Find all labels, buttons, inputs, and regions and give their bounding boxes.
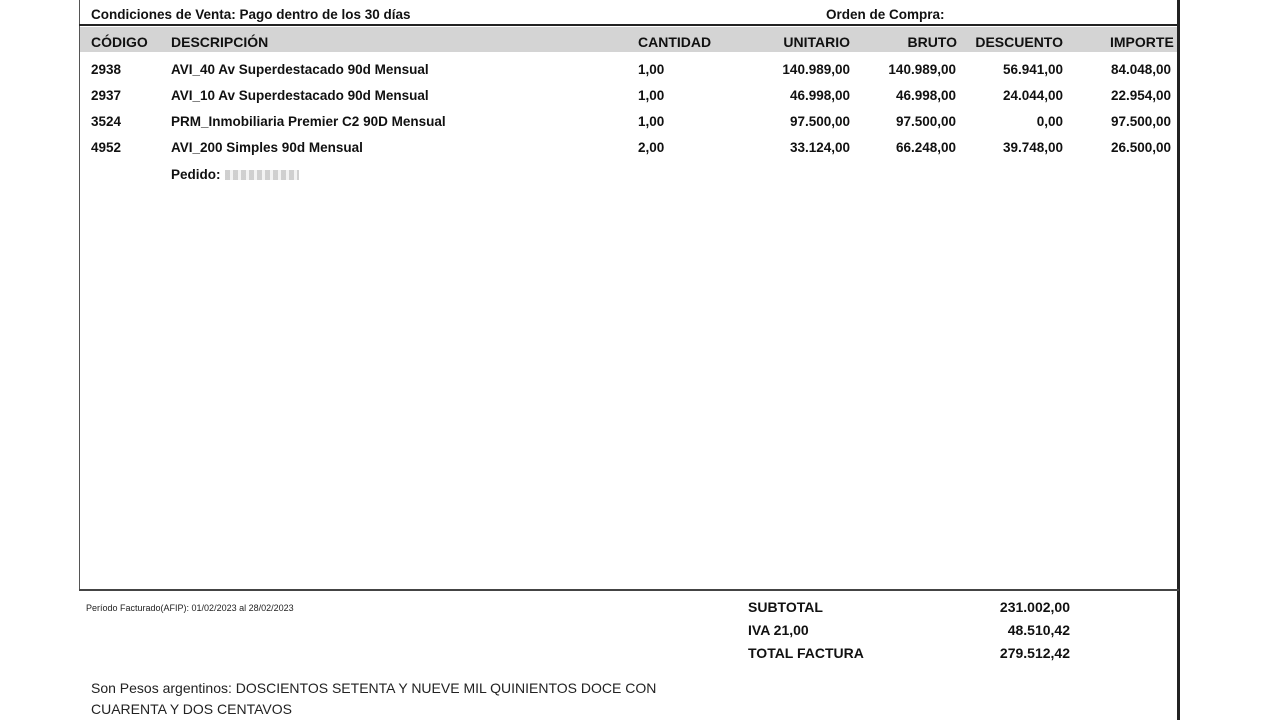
cell-amount: 84.048,00 [1111,62,1172,77]
footer-divider [79,589,1179,591]
billing-period: Período Facturado(AFIP): 01/02/2023 al 28/02/2023 [86,603,294,613]
cell-unit-price: 33.124,00 [789,140,850,155]
subtotal-label: SUBTOTAL [748,599,823,615]
column-header-amount: IMPORTE [1110,34,1174,50]
cell-amount: 22.954,00 [1111,88,1172,103]
cell-unit-price: 97.500,00 [789,114,850,129]
cell-code: 2937 [91,88,122,103]
cell-quantity: 2,00 [638,140,665,155]
subtotal-value: 231.002,00 [999,599,1070,615]
cell-gross: 140.989,00 [888,62,956,77]
cell-unit-price: 46.998,00 [789,88,850,103]
cell-discount: 39.748,00 [1002,140,1063,155]
amount-in-words-line: Son Pesos argentinos: DOSCIENTOS SETENTA Y NUEVE MIL QUINIENTOS DOCE CON [91,680,657,696]
cell-gross: 46.998,00 [895,88,956,103]
cell-description: AVI_40 Av Superdestacado 90d Mensual [171,62,429,77]
column-header-unit-price: UNITARIO [783,34,850,50]
amount-in-words [91,678,731,720]
iva-value: 48.510,42 [1007,622,1070,638]
column-header-description: DESCRIPCIÓN [171,34,269,50]
column-header-discount: DESCUENTO [975,34,1063,50]
cell-quantity: 1,00 [638,88,665,103]
cell-code: 2938 [91,62,122,77]
redacted-order-number [225,170,299,180]
conditions-divider [79,24,1179,26]
cell-gross: 66.248,00 [895,140,956,155]
cell-gross: 97.500,00 [895,114,956,129]
cell-description: PRM_Inmobiliaria Premier C2 90D Mensual [171,114,446,129]
column-header-code: CÓDIGO [91,34,148,50]
cell-description: AVI_10 Av Superdestacado 90d Mensual [171,88,429,103]
column-header-quantity: CANTIDAD [638,34,712,50]
frame-left-border [79,0,80,590]
cell-discount: 24.044,00 [1002,88,1063,103]
purchase-order-label: Orden de Compra: [826,7,945,22]
cell-amount: 26.500,00 [1111,140,1172,155]
cell-description: AVI_200 Simples 90d Mensual [171,140,363,155]
cell-code: 3524 [91,114,122,129]
invoice-total-value: 279.512,42 [999,645,1070,661]
cell-discount: 0,00 [1036,114,1063,129]
cell-discount: 56.941,00 [1002,62,1063,77]
frame-right-border [1177,0,1180,720]
column-header-gross: BRUTO [907,34,957,50]
cell-unit-price: 140.989,00 [782,62,850,77]
cell-amount: 97.500,00 [1111,114,1172,129]
amount-in-words-line: CUARENTA Y DOS CENTAVOS [91,701,292,717]
order-label: Pedido: [171,167,221,182]
order-reference [171,167,299,182]
cell-quantity: 1,00 [638,62,665,77]
invoice-total-label: TOTAL FACTURA [748,645,864,661]
sale-conditions: Condiciones de Venta: Pago dentro de los 30 días [91,7,411,22]
iva-label: IVA 21,00 [748,622,809,638]
cell-quantity: 1,00 [638,114,665,129]
cell-code: 4952 [91,140,122,155]
